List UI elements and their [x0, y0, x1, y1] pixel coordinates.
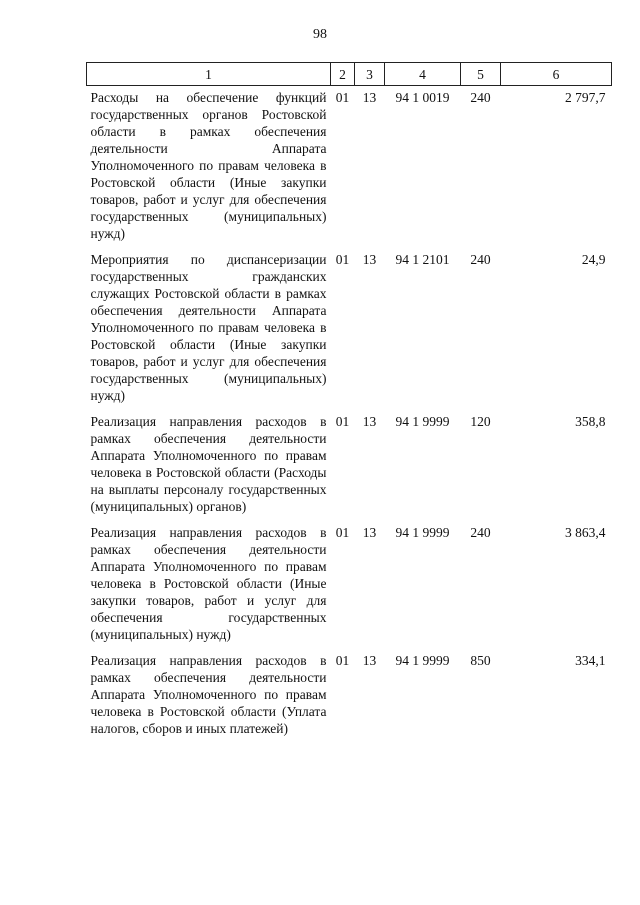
row-expense-type: 850 — [470, 653, 491, 668]
row-section: 01 — [335, 252, 350, 267]
header-col-6: 6 — [501, 63, 612, 86]
header-col-5: 5 — [461, 63, 501, 86]
row-expense-type: 240 — [470, 252, 491, 267]
row-subsection: 13 — [362, 90, 377, 105]
row-amount: 358,8 — [575, 414, 606, 429]
page-number: 98 — [313, 27, 327, 42]
row-amount: 24,9 — [581, 252, 606, 267]
table-row — [87, 521, 612, 649]
table-row — [87, 248, 612, 410]
header-col-2: 2 — [331, 63, 355, 86]
row-description: Реализация направления расходов в рамках обеспечения деятельности Аппарата Уполномоченного по правам человека в Ростовской области (Иные закупки товаров, работ и услуг для обеспечения государственных (муниципальных) нужд) — [90, 525, 327, 642]
row-expense-type: 240 — [470, 90, 491, 105]
row-description: Расходы на обеспечение функций государственных органов Ростовской области в рамках обеспечения деятельности Аппарата Уполномоченного по правам человека в Ростовской области (Иные закупки товаров, работ и услуг для обеспечения государственных (муниципальных) нужд) — [90, 90, 327, 241]
row-description: Реализация направления расходов в рамках обеспечения деятельности Аппарата Уполномоченного по правам человека в Ростовской области (Расходы на выплаты персоналу государственных (муниципальных) органов) — [90, 414, 327, 514]
row-subsection: 13 — [362, 653, 377, 668]
header-col-3: 3 — [355, 63, 385, 86]
row-description: Мероприятия по диспансеризации государственных гражданских служащих Ростовской области в рамках обеспечения деятельности Аппарата Уполномоченного по правам человека в Ростовской области (Иные закупки товаров, работ и услуг для обеспечения государственных (муниципальных) нужд) — [90, 252, 327, 403]
row-subsection: 13 — [362, 525, 377, 540]
row-target-article: 94 1 0019 — [395, 90, 450, 105]
header-col-4: 4 — [385, 63, 461, 86]
row-amount: 334,1 — [575, 653, 606, 668]
row-amount: 3 863,4 — [565, 525, 606, 540]
row-target-article: 94 1 9999 — [395, 414, 450, 429]
row-subsection: 13 — [362, 252, 377, 267]
budget-table — [86, 62, 612, 743]
row-section: 01 — [335, 525, 350, 540]
table-row — [87, 410, 612, 521]
table-header-row — [87, 63, 612, 86]
row-expense-type: 240 — [470, 525, 491, 540]
row-target-article: 94 1 9999 — [395, 653, 450, 668]
row-target-article: 94 1 2101 — [395, 252, 450, 267]
header-col-1: 1 — [87, 63, 331, 86]
row-section: 01 — [335, 414, 350, 429]
row-expense-type: 120 — [470, 414, 491, 429]
row-section: 01 — [335, 653, 350, 668]
row-amount: 2 797,7 — [565, 90, 606, 105]
row-subsection: 13 — [362, 414, 377, 429]
table-row — [87, 86, 612, 249]
table-row — [87, 649, 612, 743]
row-target-article: 94 1 9999 — [395, 525, 450, 540]
row-section: 01 — [335, 90, 350, 105]
row-description: Реализация направления расходов в рамках обеспечения деятельности Аппарата Уполномоченного по правам человека в Ростовской области (Уплата налогов, сборов и иных платежей) — [90, 653, 327, 736]
